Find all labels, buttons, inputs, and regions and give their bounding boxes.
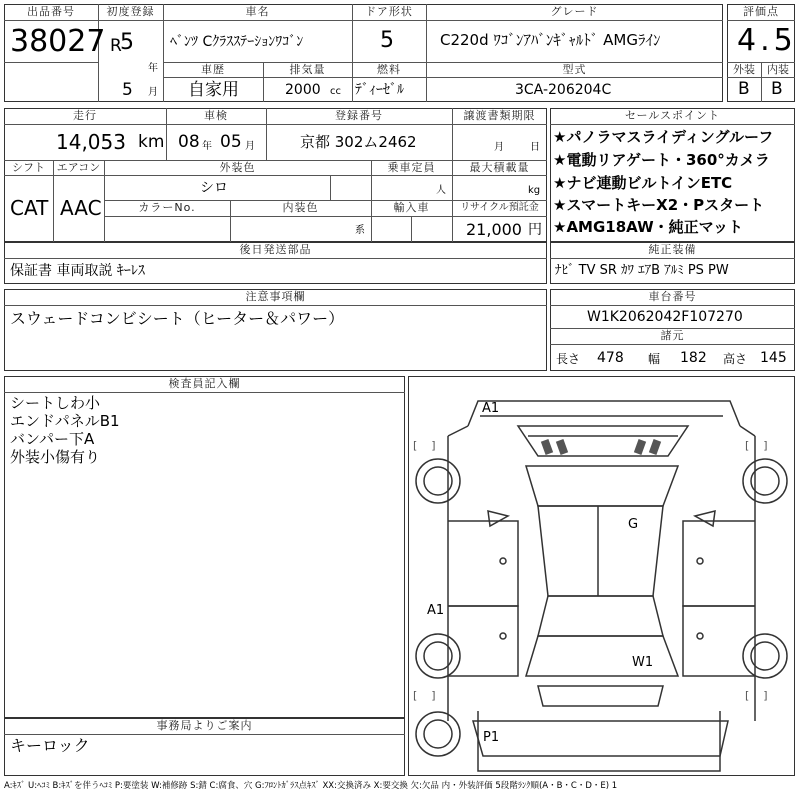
recycle: 21,000: [466, 220, 522, 239]
ac: AAC: [60, 196, 102, 220]
mileage-unit: km: [138, 132, 165, 152]
lot-no: 38027: [10, 24, 106, 59]
car-name: ﾍﾞﾝﾂ Cｸﾗｽｽﾃｰｼｮﾝﾜｺﾞﾝ: [170, 34, 304, 50]
transfer-month-unit: 月: [494, 142, 504, 153]
reg-year-unit: 年: [148, 63, 158, 74]
reg-month-unit: 月: [148, 87, 158, 98]
color-no-label: カラーNo.: [138, 201, 196, 214]
height-label: 高さ: [723, 352, 748, 366]
recycle-label: リサイクル預託金: [460, 202, 539, 213]
score: 4.5: [737, 23, 797, 58]
insp-month: 05: [220, 132, 242, 152]
displacement-unit: cc: [330, 86, 341, 97]
inspector-label: 検査員記入欄: [168, 377, 241, 390]
fuel: ﾃﾞｨｰｾﾞﾙ: [355, 82, 404, 98]
chassis-label: 車台番号: [648, 290, 697, 303]
bracket-right-1: [ ]: [745, 439, 768, 452]
sales-point-5: ★AMG18AW・純正マット: [553, 218, 744, 236]
length-label: 長さ: [556, 352, 581, 366]
equipment-label: 純正装備: [648, 243, 697, 256]
mileage: 14,053: [56, 130, 126, 154]
mileage-label: 走行: [73, 109, 97, 122]
length: 478: [597, 350, 624, 366]
exterior-label: 外装: [733, 63, 755, 76]
notes-label: 注意事項欄: [245, 290, 306, 303]
spec-label: 諸元: [660, 329, 685, 342]
door-label: ドア形状: [365, 5, 413, 18]
ac-label: エアコン: [56, 161, 101, 174]
office-label: 事務局よりご案内: [156, 719, 253, 732]
car-diagram: [408, 376, 795, 776]
office-text: キーロック: [10, 736, 90, 755]
reg-year: 5: [120, 30, 134, 55]
shift: CAT: [10, 196, 49, 220]
plate: 京都 302ム2462: [300, 133, 417, 151]
mark-g: G: [628, 517, 639, 532]
history: 自家用: [188, 80, 239, 100]
bracket-left-1: [ ]: [413, 439, 436, 452]
insp-month-unit: 月: [245, 141, 255, 152]
height: 145: [760, 350, 787, 366]
mark-a1-left: A1: [427, 603, 445, 618]
int-color-unit: 系: [355, 225, 365, 236]
equipment: ﾅﾋﾞ TV SR ｶﾜ ｴｱB ｱﾙﾐ PS PW: [555, 263, 729, 278]
mark-w1: W1: [632, 655, 654, 670]
shift-label: シフト: [12, 161, 45, 174]
car-name-label: 車名: [245, 5, 270, 18]
later-parts-label: 後日発送部品: [239, 243, 312, 256]
ext-color: シロ: [200, 180, 228, 196]
transfer-day-unit: 日: [530, 142, 540, 153]
legend: A:ｷｽﾞ U:ﾍｺﾐ B:ｷｽﾞを伴うﾍｺﾐ P:要塗装 W:補修跡 S:錆 C:腐食、穴 G:ﾌﾛﾝﾄｶﾞﾗｽ点ｷｽﾞ XX:交換済み X:要交換 欠:欠品 内・外装評価 5段階ﾗﾝｸ順(A・B・C・D・E) 1: [4, 781, 618, 791]
capacity-label: 乗車定員: [387, 161, 436, 174]
transfer-label: 譲渡書類期限: [463, 109, 536, 122]
interior-grade: B: [771, 79, 783, 99]
plate-label: 登録番号: [335, 109, 383, 122]
sales-points-label: セールスポイント: [624, 109, 720, 122]
history-label: 車歴: [201, 63, 225, 76]
ext-color-label: 外装色: [219, 161, 256, 174]
door: 5: [380, 28, 394, 53]
bracket-left-2: [ ]: [413, 689, 436, 702]
reg-month: 5: [122, 80, 133, 100]
inspector-line-2: エンドパネルB1: [10, 412, 120, 430]
mark-p1: P1: [483, 730, 500, 745]
score-label: 評価点: [743, 5, 779, 18]
width: 182: [680, 350, 707, 366]
model: 3CA-206204C: [515, 82, 612, 98]
inspector-line-1: シートしわ小: [10, 394, 101, 412]
first-reg-label: 初度登録: [106, 5, 155, 18]
grade-label: グレード: [550, 5, 599, 18]
displacement: 2000: [285, 82, 321, 98]
capacity-unit: 人: [436, 185, 446, 196]
fuel-label: 燃料: [377, 63, 401, 76]
grade: C220d ﾜｺﾞﾝｱﾊﾞﾝｷﾞｬﾙﾄﾞ AMGﾗｲﾝ: [440, 31, 661, 49]
chassis-number: W1K2062042F107270: [587, 309, 743, 325]
later-parts: 保証書 車両取説 ｷｰﾚｽ: [10, 263, 145, 279]
int-color-label: 内装色: [282, 201, 319, 214]
lot-no-label: 出品番号: [27, 5, 75, 18]
recycle-unit: 円: [528, 222, 542, 238]
sales-point-3: ★ナビ連動ビルトインETC: [553, 174, 733, 192]
max-load-unit: kg: [528, 185, 541, 196]
inspector-line-3: バンパー下A: [10, 430, 95, 448]
notes-text: スウェードコンビシート（ヒーター＆パワー）: [10, 309, 345, 328]
inspection-label: 車検: [204, 109, 228, 122]
mark-a1-front: A1: [482, 401, 500, 416]
max-load-label: 最大積載量: [469, 161, 530, 174]
bracket-right-2: [ ]: [745, 689, 768, 702]
import-label: 輸入車: [393, 201, 430, 214]
sales-point-4: ★スマートキーX2・Pスタート: [553, 196, 765, 214]
insp-year: 08: [178, 132, 200, 152]
inspector-line-4: 外装小傷有り: [10, 448, 101, 466]
width-label: 幅: [648, 352, 661, 366]
exterior-grade: B: [738, 79, 750, 99]
displacement-label: 排気量: [289, 63, 326, 76]
era: R: [110, 36, 122, 56]
sales-point-1: ★パノラマスライディングルーフ: [553, 128, 774, 146]
sales-point-2: ★電動リアゲート・360°カメラ: [553, 151, 770, 169]
insp-year-unit: 年: [202, 141, 212, 152]
interior-label: 内装: [767, 63, 789, 76]
model-label: 型式: [562, 63, 587, 76]
